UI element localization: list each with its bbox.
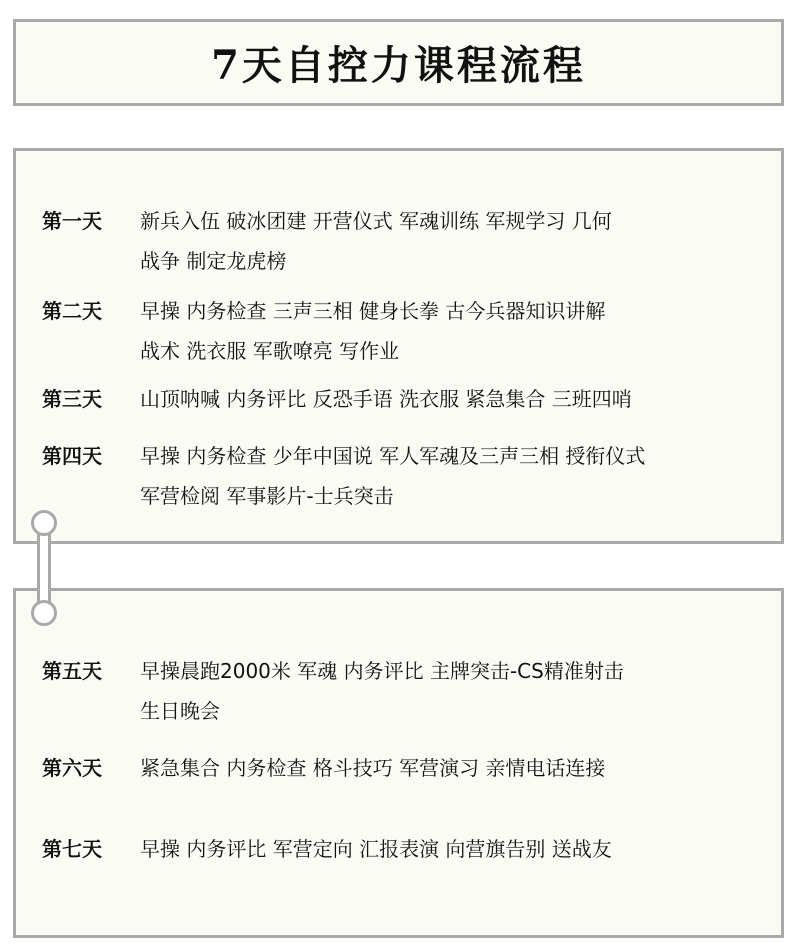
day-items-1-line-1: 新兵入伍 破冰团建 开营仪式 军魂训练 军规学习 几何 bbox=[140, 209, 612, 233]
page-title: 7天自控力课程流程 bbox=[211, 42, 586, 89]
day-label-2: 第二天 bbox=[42, 299, 102, 323]
day-items-2-line-1: 早操 内务检查 三声三相 健身长拳 古今兵器知识讲解 bbox=[140, 299, 606, 323]
schedule-panel-days-1-4 bbox=[13, 148, 784, 544]
day-label-4: 第四天 bbox=[42, 444, 102, 468]
day-items-6-line-1: 紧急集合 内务检查 格斗技巧 军营演习 亲情电话连接 bbox=[140, 756, 606, 780]
day-items-7-line-1: 早操 内务评比 军营定向 汇报表演 向营旗告别 送战友 bbox=[140, 837, 612, 861]
day-items-2-line-2: 战术 洗衣服 军歌嘹亮 写作业 bbox=[140, 339, 400, 363]
binder-ring-top bbox=[31, 510, 57, 536]
day-items-5-line-1: 早操晨跑2000米 军魂 内务评比 主牌突击-CS精准射击 bbox=[140, 659, 624, 683]
day-items-5-line-2: 生日晚会 bbox=[140, 699, 220, 723]
day-label-7: 第七天 bbox=[42, 837, 102, 861]
binder-ring-bottom bbox=[31, 600, 57, 626]
schedule-panel-days-5-7 bbox=[13, 588, 784, 938]
day-items-3-line-1: 山顶呐喊 内务评比 反恐手语 洗衣服 紧急集合 三班四哨 bbox=[140, 387, 632, 411]
day-items-1-line-2: 战争 制定龙虎榜 bbox=[140, 249, 287, 273]
day-items-4-line-1: 早操 内务检查 少年中国说 军人军魂及三声三相 授衔仪式 bbox=[140, 444, 646, 468]
day-items-4-line-2: 军营检阅 军事影片-士兵突击 bbox=[140, 484, 394, 508]
day-label-1: 第一天 bbox=[42, 209, 102, 233]
day-label-5: 第五天 bbox=[42, 659, 102, 683]
title-box bbox=[13, 19, 784, 106]
day-label-3: 第三天 bbox=[42, 387, 102, 411]
day-label-6: 第六天 bbox=[42, 756, 102, 780]
